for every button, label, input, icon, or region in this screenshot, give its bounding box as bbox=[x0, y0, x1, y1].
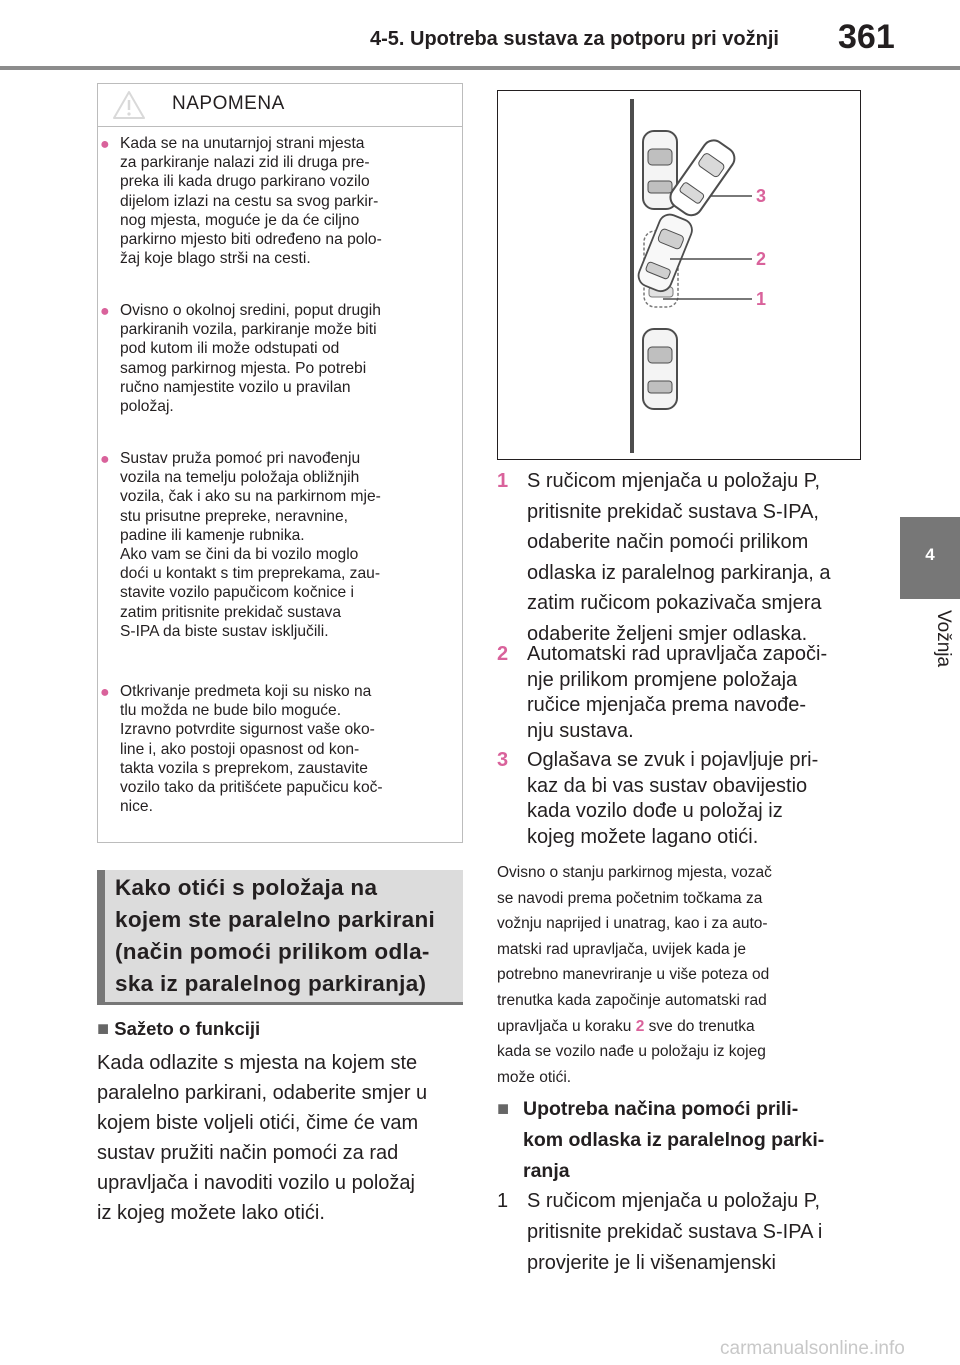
callout-label-1: 1 bbox=[756, 289, 767, 309]
note-item: ● Kada se na unutarnjoj strani mjesta za parkiranje nalazi zid ili druga pre- preka ili kada drugo parkirano vozilo dijelom izlazi na cestu sa svog parkir- nog mjesta, moguće je da će ciljno parkirno mjesto biti određeno na polo- žaj koje blago strši na cesti. bbox=[100, 135, 382, 268]
callout-label-3: 3 bbox=[756, 186, 767, 206]
step-text: Oglašava se zvuk i pojavljuje pri- kaz da bi vas sustav obavijestio kada vozilo dođe u položaj iz kojeg možete lagano otići. bbox=[527, 749, 819, 848]
square-bullet-icon: ■ bbox=[497, 1098, 510, 1120]
step-text: Automatski rad upravljača započi- nje prilikom promjene položaja ručice mjenjača prema navođe- nju sustava. bbox=[527, 643, 828, 742]
watermark: carmanualsonline.info bbox=[720, 1338, 905, 1359]
square-bullet-icon: ■ bbox=[97, 1018, 110, 1040]
page-number: 361 bbox=[838, 18, 895, 56]
running-header: 4-5. Upotreba sustava za potporu pri vožnji bbox=[370, 28, 779, 50]
subsection-title: ■ Upotreba načina pomoći prili- kom odlaska iz paralelnog parki- ranja bbox=[497, 1094, 867, 1187]
info-paragraph: Ovisno o stanju parkirnog mjesta, vozač se navodi prema početnim točkama za vožnju naprijed i unatrag, kao i za auto- matski rad upravljača, uvijek kada je potrebno manevriranje u više poteza od trenutka kada započinje automatski rad upravljača u koraku 2 sve do trenutka kada se vozilo nađe u položaju iz kojeg može otići. bbox=[497, 864, 772, 1086]
step-item bbox=[497, 1186, 867, 1279]
heading-accent bbox=[97, 870, 105, 1004]
step-text: S ručicom mjenjača u položaju P, pritisnite prekidač sustava S-IPA, odaberite način pomoći prilikom odlaska iz paralelnog parkiranja, a zatim ručicom pokazivača smjera odaberite željeni smjer odlaska. bbox=[527, 470, 831, 645]
note-title: NAPOMENA bbox=[172, 93, 285, 114]
step-item bbox=[497, 466, 867, 649]
step-number: 2 bbox=[497, 643, 509, 665]
heading-underline bbox=[97, 1002, 463, 1005]
step-number: 3 bbox=[497, 749, 509, 771]
warning-icon bbox=[112, 90, 146, 120]
chapter-number: 4 bbox=[925, 545, 935, 564]
section-heading: Kako otići s položaja na kojem ste paralelno parkirani (način pomoći prilikom odla- ska iz paralelnog parkiranja) bbox=[115, 875, 436, 996]
note-item: ● Sustav pruža pomoć pri navođenju vozila na temelju položaja obližnjih vozila, čak i ako su na parkirnom mje- stu prisutne prepreke, neravnine, padine ili kamenje rubnika. Ako vam se čini da bi vozilo moglo doći u kontakt s tim preprekama, zau- stavite vozilo papučicom kočnice i zatim pritisnite prekidač sustava S-IPA da biste sustav isključili. bbox=[100, 450, 381, 640]
step-number: 1 bbox=[497, 1190, 509, 1212]
bullet-icon: ● bbox=[100, 136, 110, 153]
diagram-illustration bbox=[498, 91, 860, 459]
note-item: ● Otkrivanje predmeta koji su nisko na tlu možda ne bude bilo moguće. Izravno potvrdite sigurnost vaše oko- line i, ako postoji opasnost od kon- takta vozila s preprekom, zaustavite vozilo tako da pritišćete papučicu koč- nice. bbox=[100, 683, 383, 816]
callout-label-2: 2 bbox=[756, 249, 767, 269]
step-item bbox=[497, 748, 867, 850]
bullet-icon: ● bbox=[100, 303, 110, 320]
bullet-icon: ● bbox=[100, 451, 110, 468]
body-paragraph: Kada odlazite s mjesta na kojem ste paralelno parkirani, odaberite smjer u kojem biste voljeli otići, čime će vam sustav pružiti način pomoći za rad upravljača i navoditi vozilo u položaj iz kojeg možete lako otići. bbox=[97, 1052, 428, 1224]
chapter-label: Vožnja bbox=[933, 610, 954, 668]
parking-diagram bbox=[497, 90, 861, 460]
header-rule bbox=[0, 66, 960, 70]
note-item: ● Ovisno o okolnoj sredini, poput drugih parkiranih vozila, parkiranje može biti pod kutom ili može odstupati od samog parkirnog mjesta. Po potrebi ručno namjestite vozilo u pravilan položaj. bbox=[100, 302, 381, 416]
subsection-title: ■ Sažeto o funkciji bbox=[97, 1018, 261, 1040]
step-text: S ručicom mjenjača u položaju P, pritisnite prekidač sustava S-IPA i provjerite je li višenamjenski bbox=[527, 1190, 823, 1274]
bullet-icon: ● bbox=[100, 684, 110, 701]
step-number: 1 bbox=[497, 470, 509, 492]
parked-car-rear-icon bbox=[643, 329, 677, 409]
step-item bbox=[497, 642, 867, 744]
step-reference: 2 bbox=[635, 1017, 645, 1035]
